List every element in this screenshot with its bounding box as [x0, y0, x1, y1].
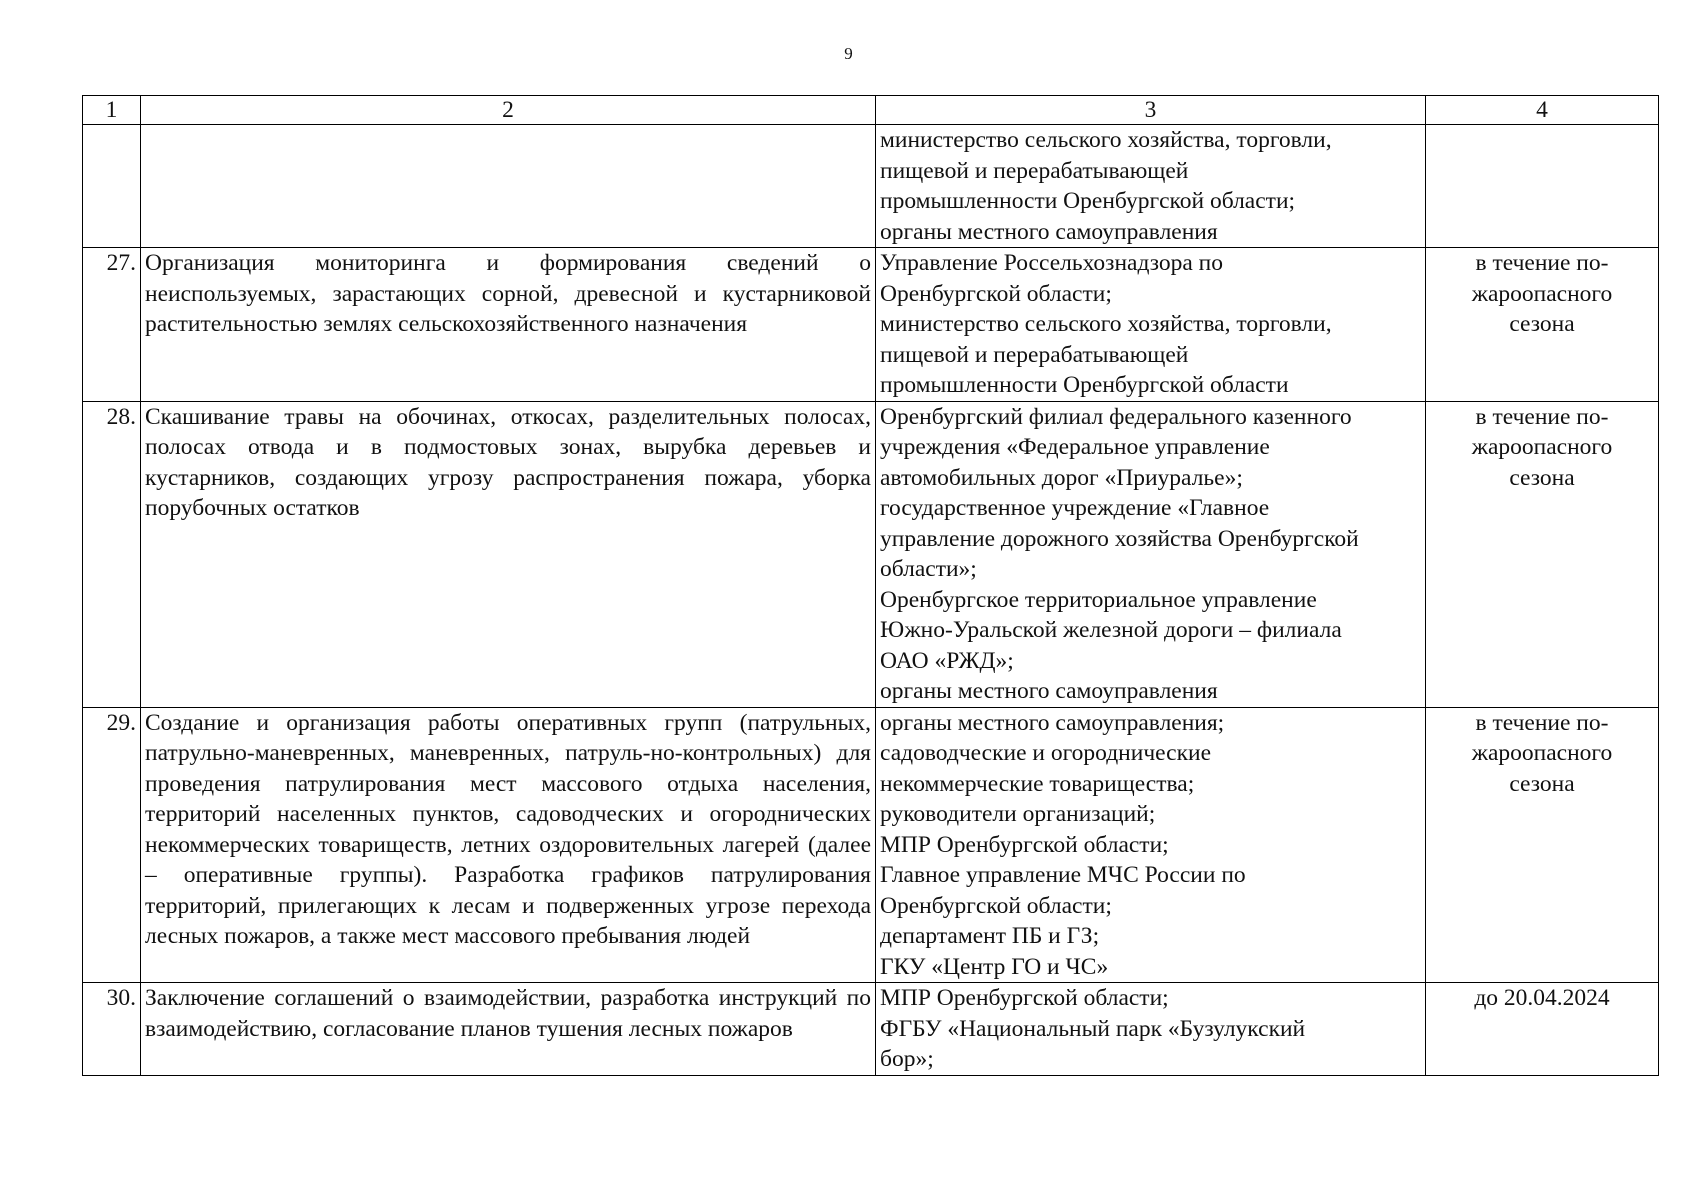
executor-line: Главное управление МЧС России по — [880, 862, 1246, 888]
executor-line: ГКУ «Центр ГО и ЧС» — [880, 953, 1109, 980]
task-cell — [141, 125, 876, 248]
executor-cell — [876, 401, 1426, 707]
table-header-row — [83, 96, 1659, 125]
executor-line: промышленности Оренбургской области; — [880, 188, 1296, 214]
executor-line: управление дорожного хозяйства Оренбургской — [880, 525, 1359, 552]
deadline-line: в течение по- — [1475, 709, 1609, 736]
deadline-line: в течение по- — [1475, 250, 1609, 276]
table-row-29 — [83, 707, 1659, 983]
deadline-cell — [1426, 707, 1659, 983]
executor-line: некоммерческие товарищества; — [880, 770, 1195, 797]
executor-line: промышленности Оренбургской области — [880, 372, 1289, 398]
column-header-deadline: 4 — [1426, 96, 1659, 125]
executor-line: министерство сельского хозяйства, торговли, — [880, 127, 1332, 153]
executor-line: пищевой и перерабатывающей — [880, 341, 1189, 368]
executor-line: ФГБУ «Национальный парк «Бузулукский — [880, 1015, 1306, 1042]
task-cell — [141, 983, 876, 1076]
executor-line: министерство сельского хозяйства, торговли, — [880, 311, 1332, 337]
executor-line: ОАО «РЖД»; — [880, 647, 1014, 674]
executor-line: Южно-Уральской железной дороги – филиала — [880, 617, 1342, 643]
row-number-cell: 30. — [83, 983, 141, 1076]
executor-line: органы местного самоуправления — [880, 678, 1218, 704]
executor-line: бор»; — [880, 1046, 934, 1072]
executor-line: Оренбургский филиал федерального казенного — [880, 403, 1352, 430]
deadline-cell — [1426, 983, 1659, 1076]
executor-line: автомобильных дорог «Приуралье»; — [880, 464, 1243, 491]
executor-line: МПР Оренбургской области; — [880, 831, 1169, 858]
task-text: Скашивание травы на обочинах, откосах, разделительных полосах, полосах отвода и в подмостовых зонах, вырубка деревьев и кустарников, создающих угрозу распространения пожара, уборка порубочных остатков — [145, 403, 871, 521]
executor-cell — [876, 248, 1426, 402]
column-header-executor: 3 — [876, 96, 1426, 125]
executor-line: органы местного самоуправления; — [880, 709, 1225, 736]
deadline-line: в течение по- — [1475, 403, 1609, 430]
deadline-line: жароопасного — [1471, 280, 1613, 307]
executor-line: области»; — [880, 556, 977, 582]
row-number-cell: 27. — [83, 248, 141, 402]
row-number-cell: 28. — [83, 401, 141, 707]
deadline-cell — [1426, 248, 1659, 402]
table-row-28 — [83, 401, 1659, 707]
column-header-number: 1 — [83, 96, 141, 125]
executor-cell — [876, 983, 1426, 1076]
executor-line: учреждения «Федеральное управление — [880, 434, 1270, 460]
deadline-line: сезона — [1509, 311, 1575, 337]
row-number-cell: 29. — [83, 707, 141, 983]
deadline-line: сезона — [1509, 770, 1575, 797]
task-text: Создание и организация работы оперативных групп (патрульных, патрульно-маневренных, маневренных, патруль-но-контрольных) для проведения патрулирования мест массового отдыха населения, территорий населенных пунктов, садоводческих и огороднических некоммерческих товариществ, летних оздоровительных лагерей (далее – оперативные группы). Разработка графиков патрулирования территорий, прилегающих к лесам и подверженных угрозе перехода лесных пожаров, а также мест массового пребывания людей — [145, 709, 871, 949]
executor-line: Управление Россельхознадзора по — [880, 250, 1223, 276]
task-text: Организация мониторинга и формирования сведений о неиспользуемых, зарастающих сорной, древесной и кустарниковой растительностью землях сельскохозяйственного назначения — [145, 250, 871, 337]
executor-cell — [876, 707, 1426, 983]
task-cell — [141, 401, 876, 707]
task-cell — [141, 707, 876, 983]
deadline-cell — [1426, 401, 1659, 707]
deadline-line: жароопасного — [1471, 434, 1613, 460]
executor-line: руководители организаций; — [880, 801, 1156, 827]
column-header-task: 2 — [141, 96, 876, 125]
executor-line: департамент ПБ и ГЗ; — [880, 923, 1100, 949]
executor-line: Оренбургской области; — [880, 892, 1112, 919]
deadline-line: жароопасного — [1471, 740, 1613, 766]
table-row-30 — [83, 983, 1659, 1076]
task-cell — [141, 248, 876, 402]
executor-line: садоводческие и огороднические — [880, 740, 1212, 766]
deadline-line: до 20.04.2024 — [1474, 985, 1610, 1011]
executor-cell — [876, 125, 1426, 248]
executor-line: государственное учреждение «Главное — [880, 495, 1270, 521]
deadline-line: сезона — [1509, 464, 1575, 491]
executor-line: МПР Оренбургской области; — [880, 985, 1169, 1011]
row-number-cell — [83, 125, 141, 248]
page-number: 9 — [844, 44, 853, 63]
executor-line: органы местного самоуправления — [880, 218, 1218, 245]
executor-line: Оренбургской области; — [880, 280, 1112, 307]
table-row-continuation — [83, 125, 1659, 248]
executor-line: пищевой и перерабатывающей — [880, 157, 1189, 184]
task-text: Заключение соглашений о взаимодействии, разработка инструкций по взаимодействию, согласование планов тушения лесных пожаров — [145, 985, 871, 1042]
executor-line: Оренбургское территориальное управление — [880, 586, 1317, 613]
measures-table — [82, 95, 1659, 1076]
deadline-cell — [1426, 125, 1659, 248]
table-row-27 — [83, 248, 1659, 402]
